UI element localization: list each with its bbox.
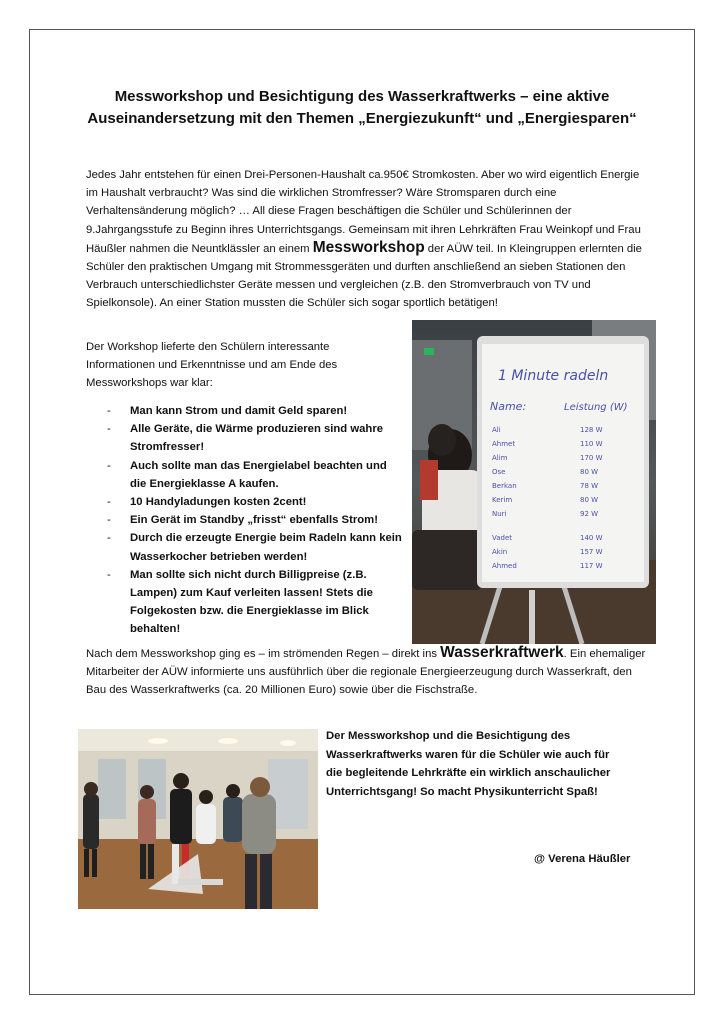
flipchart-value: 110 W [580,440,603,448]
flipchart-name: Berkan [492,482,517,490]
flipchart-name: Alim [492,454,508,462]
flipchart-name: Ahmed [492,562,517,570]
flipchart-leistung-header: Leistung (W) [564,402,628,413]
intro-text: Jedes Jahr entstehen für einen Drei-Personen-Haushalt ca.950€ Stromkosten. Aber wo wird eigentlich Energie im Haushalt verbraucht? Was sind die wirklichen Stromfresser? Wäre Stromsparen durch eine Verhaltensänderung möglich? … All diese Fragen beschäftigen die Schüler und Schülerinnen der 9.Jahrgangsstufe zu Beginn ihres Unterrichtsgangs. Gemeinsam mit ihren Lehrkräften Frau Weinkopf und Frau Häußler nahmen die Neuntklässler an einem [86,169,641,255]
flipchart-value: 78 W [580,482,599,490]
finding-item: - Alle Geräte, die Wärme produzieren sind wahre Stromfresser! [106,420,406,456]
author-signature: @ Verena Häußler [534,853,631,865]
flipchart-value: 117 W [580,562,603,570]
flipchart-value: 157 W [580,548,603,556]
after-text: Nach dem Messworkshop ging es – im strömenden Regen – direkt ins [86,648,437,660]
flipchart-name: Ahmet [492,440,516,448]
flipchart-name: Nuri [492,510,507,518]
findings-list [106,402,406,639]
flipchart-name: Ali [492,426,501,434]
finding-item: - Durch die erzeugte Energie beim Radeln kann kein Wasserkocher betrieben werden! [106,529,406,565]
after-text-continued: . Ein ehemaliger Mitarbeiter der AÜW informierte uns ausführlich über die regionale Energieerzeugung durch Wasserkraft, den Bau des Wasserkraftwerks (ca. 20 Millionen Euro) sowie über die Fischstraße. [86,648,646,697]
flipchart-heading: 1 Minute radeln [498,368,609,384]
flipchart-value: 80 W [580,468,599,476]
page-title [60,86,664,130]
flipchart-value: 140 W [580,534,603,542]
title-line-2: Auseinandersetzung mit den Themen „Energiezukunft“ und „Energiesparen“ [87,110,637,127]
flipchart-name-header: Name: [490,400,527,413]
flipchart-name: Vadet [492,534,513,542]
flipchart-value: 80 W [580,496,599,504]
intro-text-continued: der AÜW teil. In Kleingruppen erlernten die Schüler den praktischen Umgang mit Strommessgeräten und durften anschließend an sieben Stationen den Verbrauch unterschiedlichster Geräte messen und vergleichen (z.B. den Stromverbrauch von TV und Spielkonsole). An einer Station mussten die Schüler sich sogar sportlich betätigen! [86,242,642,310]
messworkshop-highlight: Messworkshop [312,238,425,256]
after-paragraph [86,644,646,700]
wasserkraftwerk-highlight: Wasserkraftwerk [440,644,564,661]
title-line-1: Messworkshop und Besichtigung des Wasserkraftwerks – eine aktive [114,88,610,105]
finding-item: - Ein Gerät im Standby „frisst“ ebenfalls Strom! [106,511,406,529]
flipchart-value: 128 W [580,426,603,434]
flipchart-photo [412,320,656,644]
workshop-paragraph: Der Workshop lieferte den Schülern interessante Informationen und Erkenntnisse und am Ende des Messworkshops war klar: [86,341,338,390]
flipchart-name: Ose [492,468,506,476]
finding-item: - Man kann Strom und damit Geld sparen! [106,402,406,420]
finding-item: - Auch sollte man das Energielabel beachten und die Energieklasse A kaufen. [106,457,406,493]
closing-statement: Der Messworkshop und die Besichtigung des Wasserkraftwerks waren für die Schüler wie auch für die begleitende Lehrkräfte ein wirklich anschaulicher Unterrichtsgang! So macht Physikunterricht Spaß! [326,730,611,798]
flipchart-name: Kerim [492,496,513,504]
group-photo [78,729,318,909]
flipchart-value: 170 W [580,454,603,462]
finding-item: - Man sollte sich nicht durch Billigpreise (z.B. Lampen) zum Kauf verleiten lassen! Stets die Folgekosten bzw. die Energieklasse im Blick behalten! [106,566,406,639]
flipchart-value: 92 W [580,510,599,518]
finding-item: - 10 Handyladungen kosten 2cent! [106,493,406,511]
intro-paragraph [86,166,642,313]
flipchart-name: Akin [492,548,508,556]
